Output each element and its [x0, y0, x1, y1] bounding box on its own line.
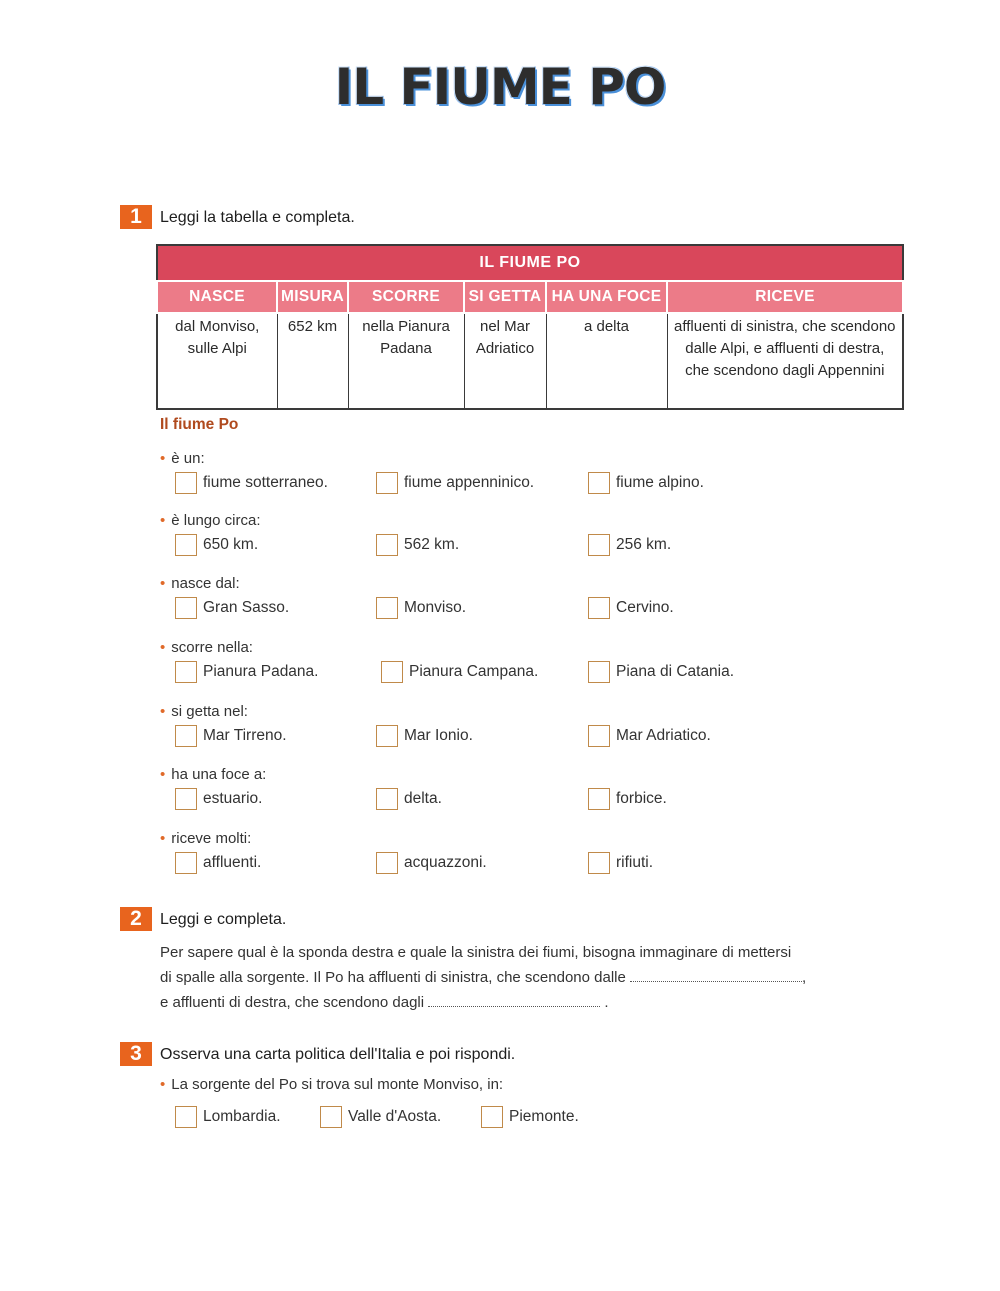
fill-in-blank[interactable]	[428, 992, 600, 1007]
exercise-1-title: Leggi la tabella e completa.	[160, 209, 355, 226]
checkbox[interactable]	[481, 1106, 503, 1128]
option-label: 256 km.	[616, 536, 672, 553]
bullet-icon: •	[160, 830, 166, 847]
exercise-2-paragraph	[160, 940, 860, 1015]
option[interactable]	[588, 472, 704, 494]
exercise-2-title: Leggi e completa.	[160, 911, 287, 928]
question-prompt: è un:	[171, 450, 205, 467]
checkbox[interactable]	[320, 1106, 342, 1128]
bullet-icon: •	[160, 703, 166, 720]
option[interactable]	[175, 788, 262, 810]
question-prompt: si getta nel:	[171, 703, 248, 720]
option-label: Pianura Campana.	[409, 663, 539, 680]
checkbox[interactable]	[376, 597, 398, 619]
option[interactable]	[175, 597, 289, 619]
paragraph-line	[160, 965, 860, 990]
table-title: IL FIUME PO	[157, 245, 903, 281]
option-label: rifiuti.	[616, 854, 654, 871]
table-header: SCORRE	[348, 281, 464, 313]
option[interactable]	[588, 852, 653, 874]
checkbox[interactable]	[588, 852, 610, 874]
option-label: Piemonte.	[509, 1108, 579, 1125]
section-subtitle: Il fiume Po	[160, 416, 239, 433]
option[interactable]	[175, 472, 328, 494]
checkbox[interactable]	[376, 788, 398, 810]
option-label: forbice.	[616, 790, 667, 807]
checkbox[interactable]	[175, 472, 197, 494]
option[interactable]	[481, 1106, 579, 1128]
checkbox[interactable]	[175, 661, 197, 683]
option[interactable]	[376, 725, 473, 747]
checkbox[interactable]	[175, 597, 197, 619]
checkbox[interactable]	[588, 597, 610, 619]
option[interactable]	[175, 661, 318, 683]
paragraph-text: di spalle alla sorgente. Il Po ha affluenti di sinistra, che scendono dalle	[160, 969, 626, 986]
option[interactable]	[588, 788, 667, 810]
checkbox[interactable]	[376, 534, 398, 556]
option-label: Piana di Catania.	[616, 663, 735, 680]
table-header: NASCE	[157, 281, 277, 313]
option[interactable]	[175, 1106, 281, 1128]
option-label: 562 km.	[404, 536, 460, 553]
checkbox[interactable]	[588, 725, 610, 747]
table-cell: affluenti di sinistra, che scendono dalle Alpi, e affluenti di destra, che scendono dagli Appennini	[667, 313, 903, 409]
question-prompt: La sorgente del Po si trova sul monte Monviso, in:	[171, 1076, 504, 1093]
option-label: fiume alpino.	[616, 474, 704, 491]
table-cell: a delta	[546, 313, 667, 409]
question-6	[160, 766, 860, 826]
option-label: delta.	[404, 790, 442, 807]
table-header: RICEVE	[667, 281, 903, 313]
option[interactable]	[376, 852, 487, 874]
option-label: Monviso.	[404, 599, 467, 616]
table-header: MISURA	[277, 281, 348, 313]
option[interactable]	[588, 534, 671, 556]
option-label: Gran Sasso.	[203, 599, 290, 616]
checkbox[interactable]	[175, 852, 197, 874]
question-4	[160, 639, 860, 699]
option-label: fiume sotterraneo.	[203, 474, 328, 491]
checkbox[interactable]	[175, 534, 197, 556]
paragraph-line	[160, 990, 860, 1015]
paragraph-line: Per sapere qual è la sponda destra e quale la sinistra dei fiumi, bisogna immaginare di mettersi	[160, 944, 792, 961]
exercise-3-number: 3	[120, 1042, 152, 1066]
bullet-icon: •	[160, 450, 166, 467]
option-label: Pianura Padana.	[203, 663, 319, 680]
option[interactable]	[376, 472, 534, 494]
option-label: Mar Adriatico.	[616, 727, 711, 744]
checkbox[interactable]	[588, 472, 610, 494]
option-label: Valle d'Aosta.	[348, 1108, 442, 1125]
bullet-icon: •	[160, 1076, 166, 1093]
option-label: affluenti.	[203, 854, 262, 871]
checkbox[interactable]	[175, 1106, 197, 1128]
question-prompt: ha una foce a:	[171, 766, 267, 783]
checkbox[interactable]	[175, 725, 197, 747]
checkbox[interactable]	[376, 852, 398, 874]
page-title: IL FIUME PO	[334, 58, 666, 116]
option[interactable]	[320, 1106, 441, 1128]
checkbox[interactable]	[175, 788, 197, 810]
paragraph-punct: ,	[802, 969, 807, 986]
option[interactable]	[376, 534, 459, 556]
po-table	[156, 244, 904, 410]
checkbox[interactable]	[588, 661, 610, 683]
option[interactable]	[588, 661, 734, 683]
exercise-3-title: Osserva una carta politica dell'Italia e poi rispondi.	[160, 1046, 516, 1063]
option-label: Lombardia.	[203, 1108, 281, 1125]
option[interactable]	[588, 725, 711, 747]
exercise-3-options	[160, 1084, 860, 1144]
bullet-icon: •	[160, 575, 166, 592]
option-label: Mar Ionio.	[404, 727, 473, 744]
checkbox[interactable]	[381, 661, 403, 683]
option[interactable]	[376, 788, 442, 810]
question-7	[160, 830, 860, 890]
question-1	[160, 450, 860, 510]
option-label: fiume appenninico.	[404, 474, 535, 491]
checkbox[interactable]	[588, 534, 610, 556]
table-row	[157, 313, 903, 409]
option-label: 650 km.	[203, 536, 259, 553]
question-prompt: scorre nella:	[171, 639, 253, 656]
fill-in-blank[interactable]	[630, 967, 802, 982]
checkbox[interactable]	[376, 725, 398, 747]
table-cell: dal Monviso, sulle Alpi	[157, 313, 277, 409]
exercise-2-number: 2	[120, 907, 152, 931]
table-header: HA UNA FOCE	[546, 281, 667, 313]
option-label: Mar Tirreno.	[203, 727, 287, 744]
question-2	[160, 512, 860, 572]
bullet-icon: •	[160, 766, 166, 783]
paragraph-text: e affluenti di destra, che scendono dagli	[160, 994, 425, 1011]
option-label: Cervino.	[616, 599, 674, 616]
question-5	[160, 703, 860, 763]
option-label: estuario.	[203, 790, 263, 807]
question-prompt: riceve molti:	[171, 830, 252, 847]
paragraph-punct: .	[604, 994, 609, 1011]
option-label: acquazzoni.	[404, 854, 487, 871]
option[interactable]	[376, 597, 466, 619]
question-prompt: nasce dal:	[171, 575, 240, 592]
question-3	[160, 575, 860, 635]
option[interactable]	[175, 534, 258, 556]
question-prompt: è lungo circa:	[171, 512, 261, 529]
option[interactable]	[381, 661, 538, 683]
checkbox[interactable]	[376, 472, 398, 494]
option[interactable]	[175, 725, 287, 747]
table-cell: nella Pianura Padana	[348, 313, 464, 409]
option[interactable]	[588, 597, 674, 619]
table-cell: nel Mar Adriatico	[464, 313, 546, 409]
table-header: SI GETTA	[464, 281, 546, 313]
table-cell: 652 km	[277, 313, 348, 409]
option[interactable]	[175, 852, 261, 874]
exercise-1-number: 1	[120, 205, 152, 229]
bullet-icon: •	[160, 512, 166, 529]
checkbox[interactable]	[588, 788, 610, 810]
bullet-icon: •	[160, 639, 166, 656]
